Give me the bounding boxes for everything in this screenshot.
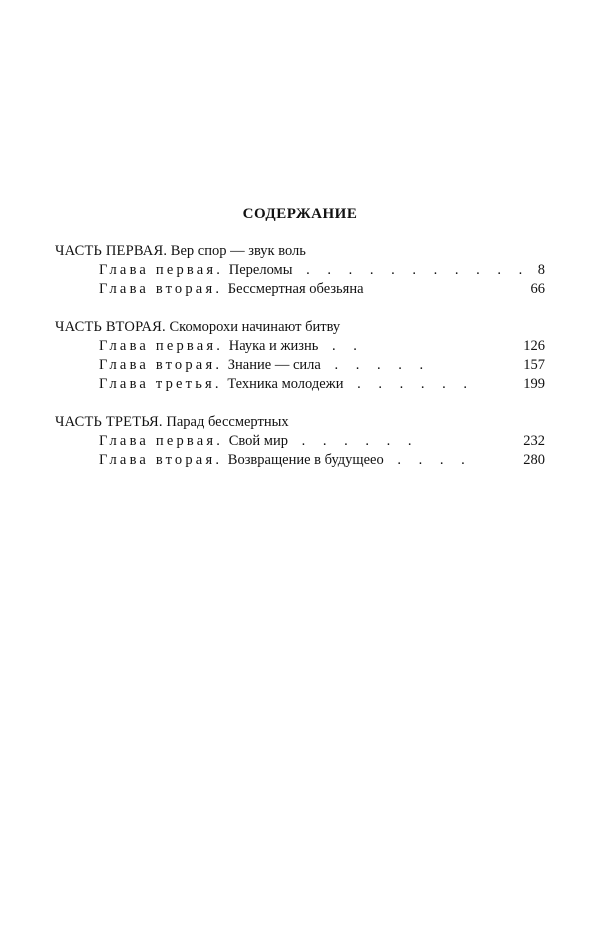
chapter-label: Глава первая. xyxy=(99,262,224,278)
page-number: 157 xyxy=(523,357,545,373)
dot-leader: . . . . . xyxy=(334,357,431,373)
part-label: ЧАСТЬ ВТОРАЯ. xyxy=(55,319,166,335)
chapter-title: Возвращение в будущеео xyxy=(227,452,384,468)
part-heading xyxy=(55,242,545,261)
table-of-contents xyxy=(55,242,545,489)
chapter-label: Глава вторая. xyxy=(99,357,223,373)
chapter-title: Свой мир xyxy=(228,433,288,449)
part-title: Парад бессмертных xyxy=(166,414,289,430)
chapter-title: Техника молодежи xyxy=(227,376,344,392)
toc-chapter-entry[interactable] xyxy=(55,337,545,356)
contents-heading: СОДЕРЖАНИЕ xyxy=(242,206,358,222)
part-title: Скоморохи начинают битву xyxy=(169,319,341,335)
part-label: ЧАСТЬ ПЕРВАЯ. xyxy=(55,243,168,259)
toc-part xyxy=(55,413,545,470)
page-number: 280 xyxy=(523,452,545,468)
dot-leader: . . . . xyxy=(397,452,472,468)
page-number: 126 xyxy=(523,338,545,354)
chapter-label: Глава третья. xyxy=(99,376,222,392)
page-number: 8 xyxy=(537,262,545,278)
toc-chapter-entry[interactable] xyxy=(55,451,545,470)
toc-chapter-entry[interactable] xyxy=(55,356,545,375)
part-heading xyxy=(55,413,545,432)
chapter-title: Наука и жизнь xyxy=(228,338,319,354)
dot-leader: . . . . . . xyxy=(357,376,474,392)
toc-part xyxy=(55,318,545,394)
toc-chapter-entry[interactable] xyxy=(55,280,545,299)
chapter-label: Глава первая. xyxy=(99,338,224,354)
toc-chapter-entry[interactable] xyxy=(55,261,545,280)
toc-chapter-entry[interactable] xyxy=(55,432,545,451)
part-label: ЧАСТЬ ТРЕТЬЯ. xyxy=(55,414,163,430)
chapter-title: Бессмертная обезьяна xyxy=(227,281,364,297)
chapter-label: Глава первая. xyxy=(99,433,224,449)
chapter-title: Переломы xyxy=(228,262,293,278)
part-title: Вер спор — звук воль xyxy=(170,243,306,259)
toc-chapter-entry[interactable] xyxy=(55,375,545,394)
chapter-label: Глава вторая. xyxy=(99,452,223,468)
dot-leader: . . . . . . . . . . . xyxy=(306,262,530,278)
dot-leader: . . xyxy=(331,338,364,354)
toc-part xyxy=(55,242,545,299)
page-number: 232 xyxy=(523,433,545,449)
page-number: 199 xyxy=(523,376,545,392)
page-number: 66 xyxy=(530,281,545,297)
part-heading xyxy=(55,318,545,337)
chapter-title: Знание — сила xyxy=(227,357,321,373)
dot-leader: . . . . . . xyxy=(301,433,419,449)
chapter-label: Глава вторая. xyxy=(99,281,223,297)
